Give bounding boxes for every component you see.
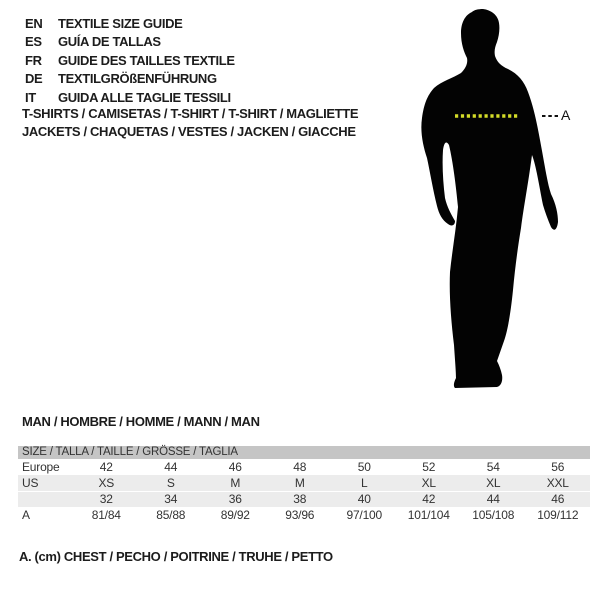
language-row-es [25,33,235,51]
row-label: A [22,508,30,522]
language-label: GUÍA DE TALLAS [58,34,161,50]
table-cell: 34 [139,491,204,507]
table-cell: XL [421,475,436,490]
table-cell: XS [98,475,115,490]
row-label [18,491,74,507]
category-list [22,105,358,141]
language-code: EN [25,16,43,31]
table-cell: 40 [332,491,397,507]
table-cell: 81/84 [91,508,121,522]
table-cell: 93/96 [285,508,315,522]
table-row-chest [18,507,590,523]
language-list [25,15,235,107]
table-cell: 101/104 [407,508,450,522]
table-cell: 97/100 [346,508,382,522]
size-table-header: SIZE / TALLA / TAILLE / GRÖSSE / TAGLIA [18,446,590,459]
silhouette-path [421,9,558,388]
table-cell: 42 [99,460,113,474]
size-table-grid [18,459,590,523]
category-tshirts: T-SHIRTS / CAMISETAS / T-SHIRT / T-SHIRT / MAGLIETTE [22,106,359,121]
table-cell: L [361,475,368,490]
measure-label-a: A [561,107,571,123]
table-row-uk [18,491,590,507]
table-cell: 85/88 [156,508,186,522]
table-cell: 50 [357,460,371,474]
language-label: TEXTILGRÖßENFÜHRUNG [58,71,217,87]
table-cell: S [166,475,175,490]
table-cell: XXL [546,475,569,490]
table-cell: 46 [526,491,591,507]
category-jackets: JACKETS / CHAQUETAS / VESTES / JACKEN / GIACCHE [22,124,356,139]
measurement-footnote: A. (cm) CHEST / PECHO / POITRINE / TRUHE / PETTO [19,549,333,564]
table-cell: 44 [461,491,526,507]
table-cell: 44 [164,460,178,474]
table-cell: 105/108 [472,508,515,522]
language-code: DE [25,71,43,87]
language-row-en [25,15,235,33]
table-cell: 56 [551,460,565,474]
row-label: US [22,475,39,490]
section-title-man: MAN / HOMBRE / HOMME / MANN / MAN [22,414,260,429]
table-row-us [18,475,590,491]
language-row-fr [25,52,235,70]
size-table [18,446,590,523]
language-label: GUIDA ALLE TAGLIE TESSILI [58,89,231,105]
table-cell: 52 [422,460,436,474]
language-code: FR [25,52,42,68]
table-cell: XL [486,475,501,490]
table-cell: 32 [74,491,139,507]
table-cell: M [294,475,305,490]
table-cell: 36 [203,491,268,507]
table-cell: 42 [397,491,462,507]
language-row-de [25,70,235,88]
table-row-europe [18,459,590,475]
language-label: GUIDE DES TAILLES TEXTILE [58,52,235,68]
table-cell: 38 [268,491,333,507]
table-cell: 89/92 [220,508,250,522]
table-cell: 46 [228,460,242,474]
language-label: TEXTILE SIZE GUIDE [58,16,183,31]
man-silhouette [390,5,590,395]
language-code: ES [25,34,42,50]
table-cell: 109/112 [537,508,579,522]
table-cell: 54 [486,460,500,474]
row-label: Europe [22,460,60,474]
table-cell: M [230,475,241,490]
table-cell: 48 [293,460,307,474]
language-code: IT [25,89,36,105]
